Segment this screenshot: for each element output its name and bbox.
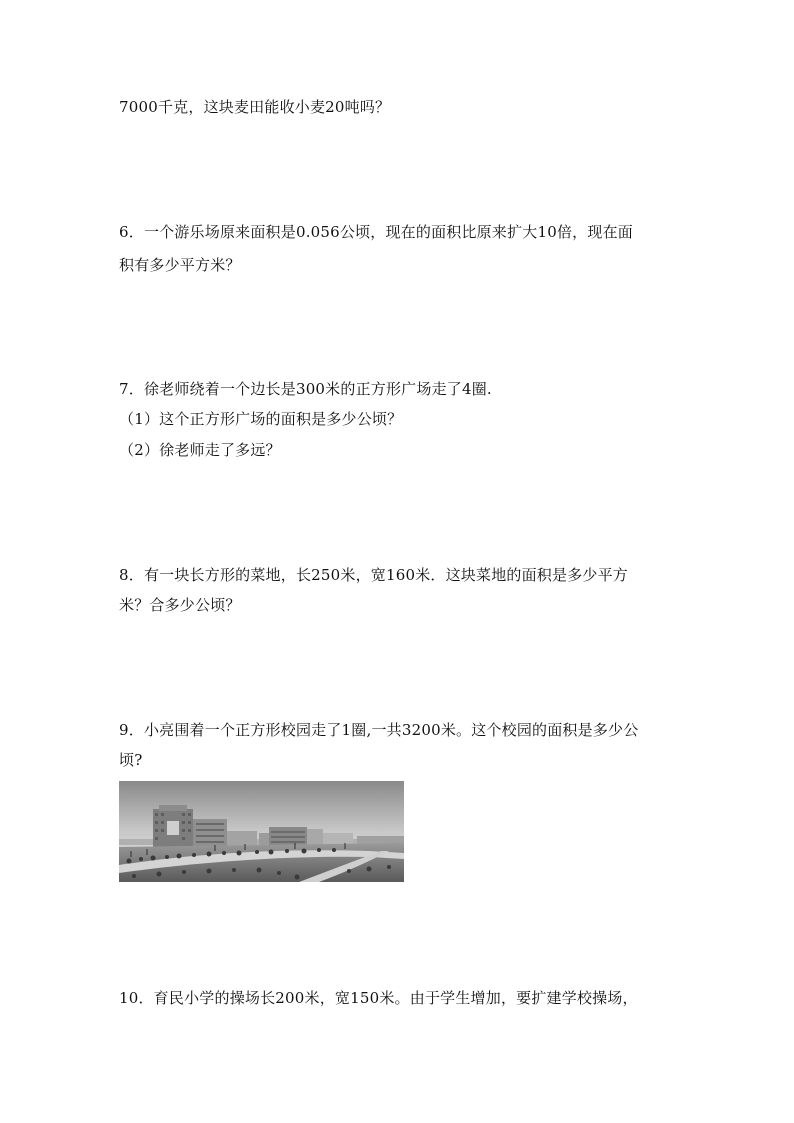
text-line: 顷? — [119, 751, 143, 769]
text-line: （1）这个正方形广场的面积是多少公顷？ — [119, 410, 403, 428]
text-line: 7．徐老师绕着一个边长是300米的正方形广场走了4圈. — [119, 380, 492, 398]
text-line: 积有多少平方米？ — [119, 256, 241, 274]
text-line: 7000千克，这块麦田能收小麦20吨吗？ — [119, 98, 391, 116]
text-line: （2）徐老师走了多远？ — [119, 441, 281, 459]
school-campus-photo — [119, 781, 404, 882]
text-line: 6．一个游乐场原来面积是0.056公顷，现在的面积比原来扩大10倍，现在面 — [119, 223, 633, 241]
text-line: 10．育民小学的操场长200米，宽150米。由于学生增加，要扩建学校操场， — [119, 989, 638, 1007]
text-line: 8．有一块长方形的菜地，长250米，宽160米．这块菜地的面积是多少平方 — [119, 566, 629, 584]
text-line: 9．小亮围着一个正方形校园走了1圈,一共3200米。这个校园的面积是多少公 — [119, 721, 639, 739]
text-line: 米？合多少公顷？ — [119, 596, 241, 614]
